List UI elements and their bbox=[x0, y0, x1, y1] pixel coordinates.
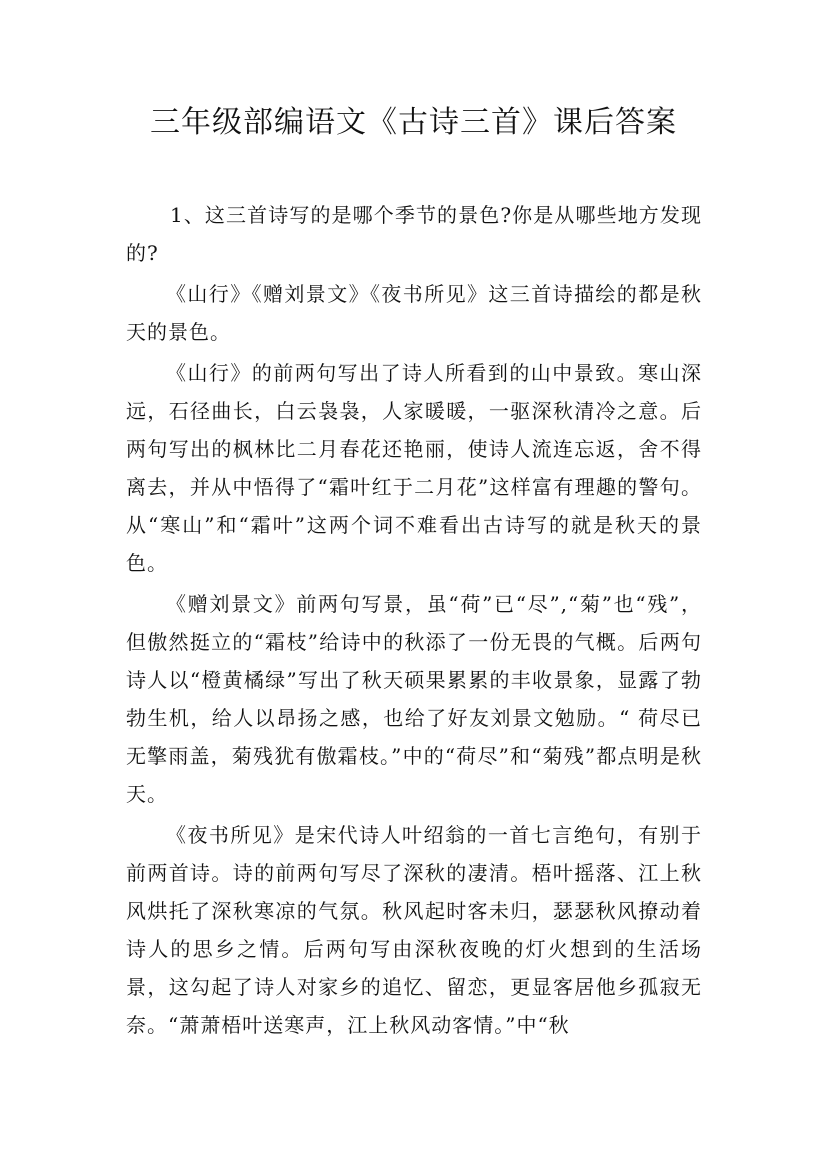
question-paragraph: 1、这三首诗写的是哪个季节的景色?你是从哪些地方发现的? bbox=[126, 203, 702, 265]
answer-paragraph-yeshusuojian: 《夜书所见》是宋代诗人叶绍翁的一首七言绝句，有别于前两首诗。诗的前两句写尽了深秋的凄清。梧叶摇落、江上秋风烘托了深秋寒凉的气氛。秋风起时客未归，瑟瑟秋风撩动着诗人的思乡之情。后两句写由深秋夜晚的灯火想到的生活场景，这勾起了诗人对家乡的追忆、留恋，更显客居他乡孤寂无奈。“萧萧梧叶送寒声，江上秋风动客情。”中“秋 bbox=[126, 823, 702, 1037]
document-body bbox=[126, 196, 702, 1047]
answer-paragraph-summary: 《山行》《赠刘景文》《夜书所见》这三首诗描绘的都是秋天的景色。 bbox=[126, 282, 702, 344]
answer-paragraph-zengliujingwen: 《赠刘景文》前两句写景，虽“荷”已“尽”,“菊”也“残”，但傲然挺立的“霜枝”给诗中的秋添了一份无畏的气概。后两句诗人以“橙黄橘绿”写出了秋天硕果累累的丰收景象，显露了勃勃生机，给人以昂扬之感，也给了好友刘景文勉励。“ 荷尽已无擎雨盖，菊残犹有傲霜枝。”中的“荷尽”和“菊残”都点明是秋天。 bbox=[126, 592, 702, 806]
page-title: 三年级部编语文《古诗三首》课后答案 bbox=[150, 105, 677, 140]
answer-paragraph-shanxing: 《山行》的前两句写出了诗人所看到的山中景致。寒山深远，石径曲长，白云袅袅，人家暖暖，一驱深秋清冷之意。后两句写出的枫林比二月春花还艳丽，使诗人流连忘返，舍不得离去，并从中悟得了“霜叶红于二月花”这样富有理趣的警句。从“寒山”和“霜叶”这两个词不难看出古诗写的就是秋天的景色。 bbox=[126, 361, 702, 575]
